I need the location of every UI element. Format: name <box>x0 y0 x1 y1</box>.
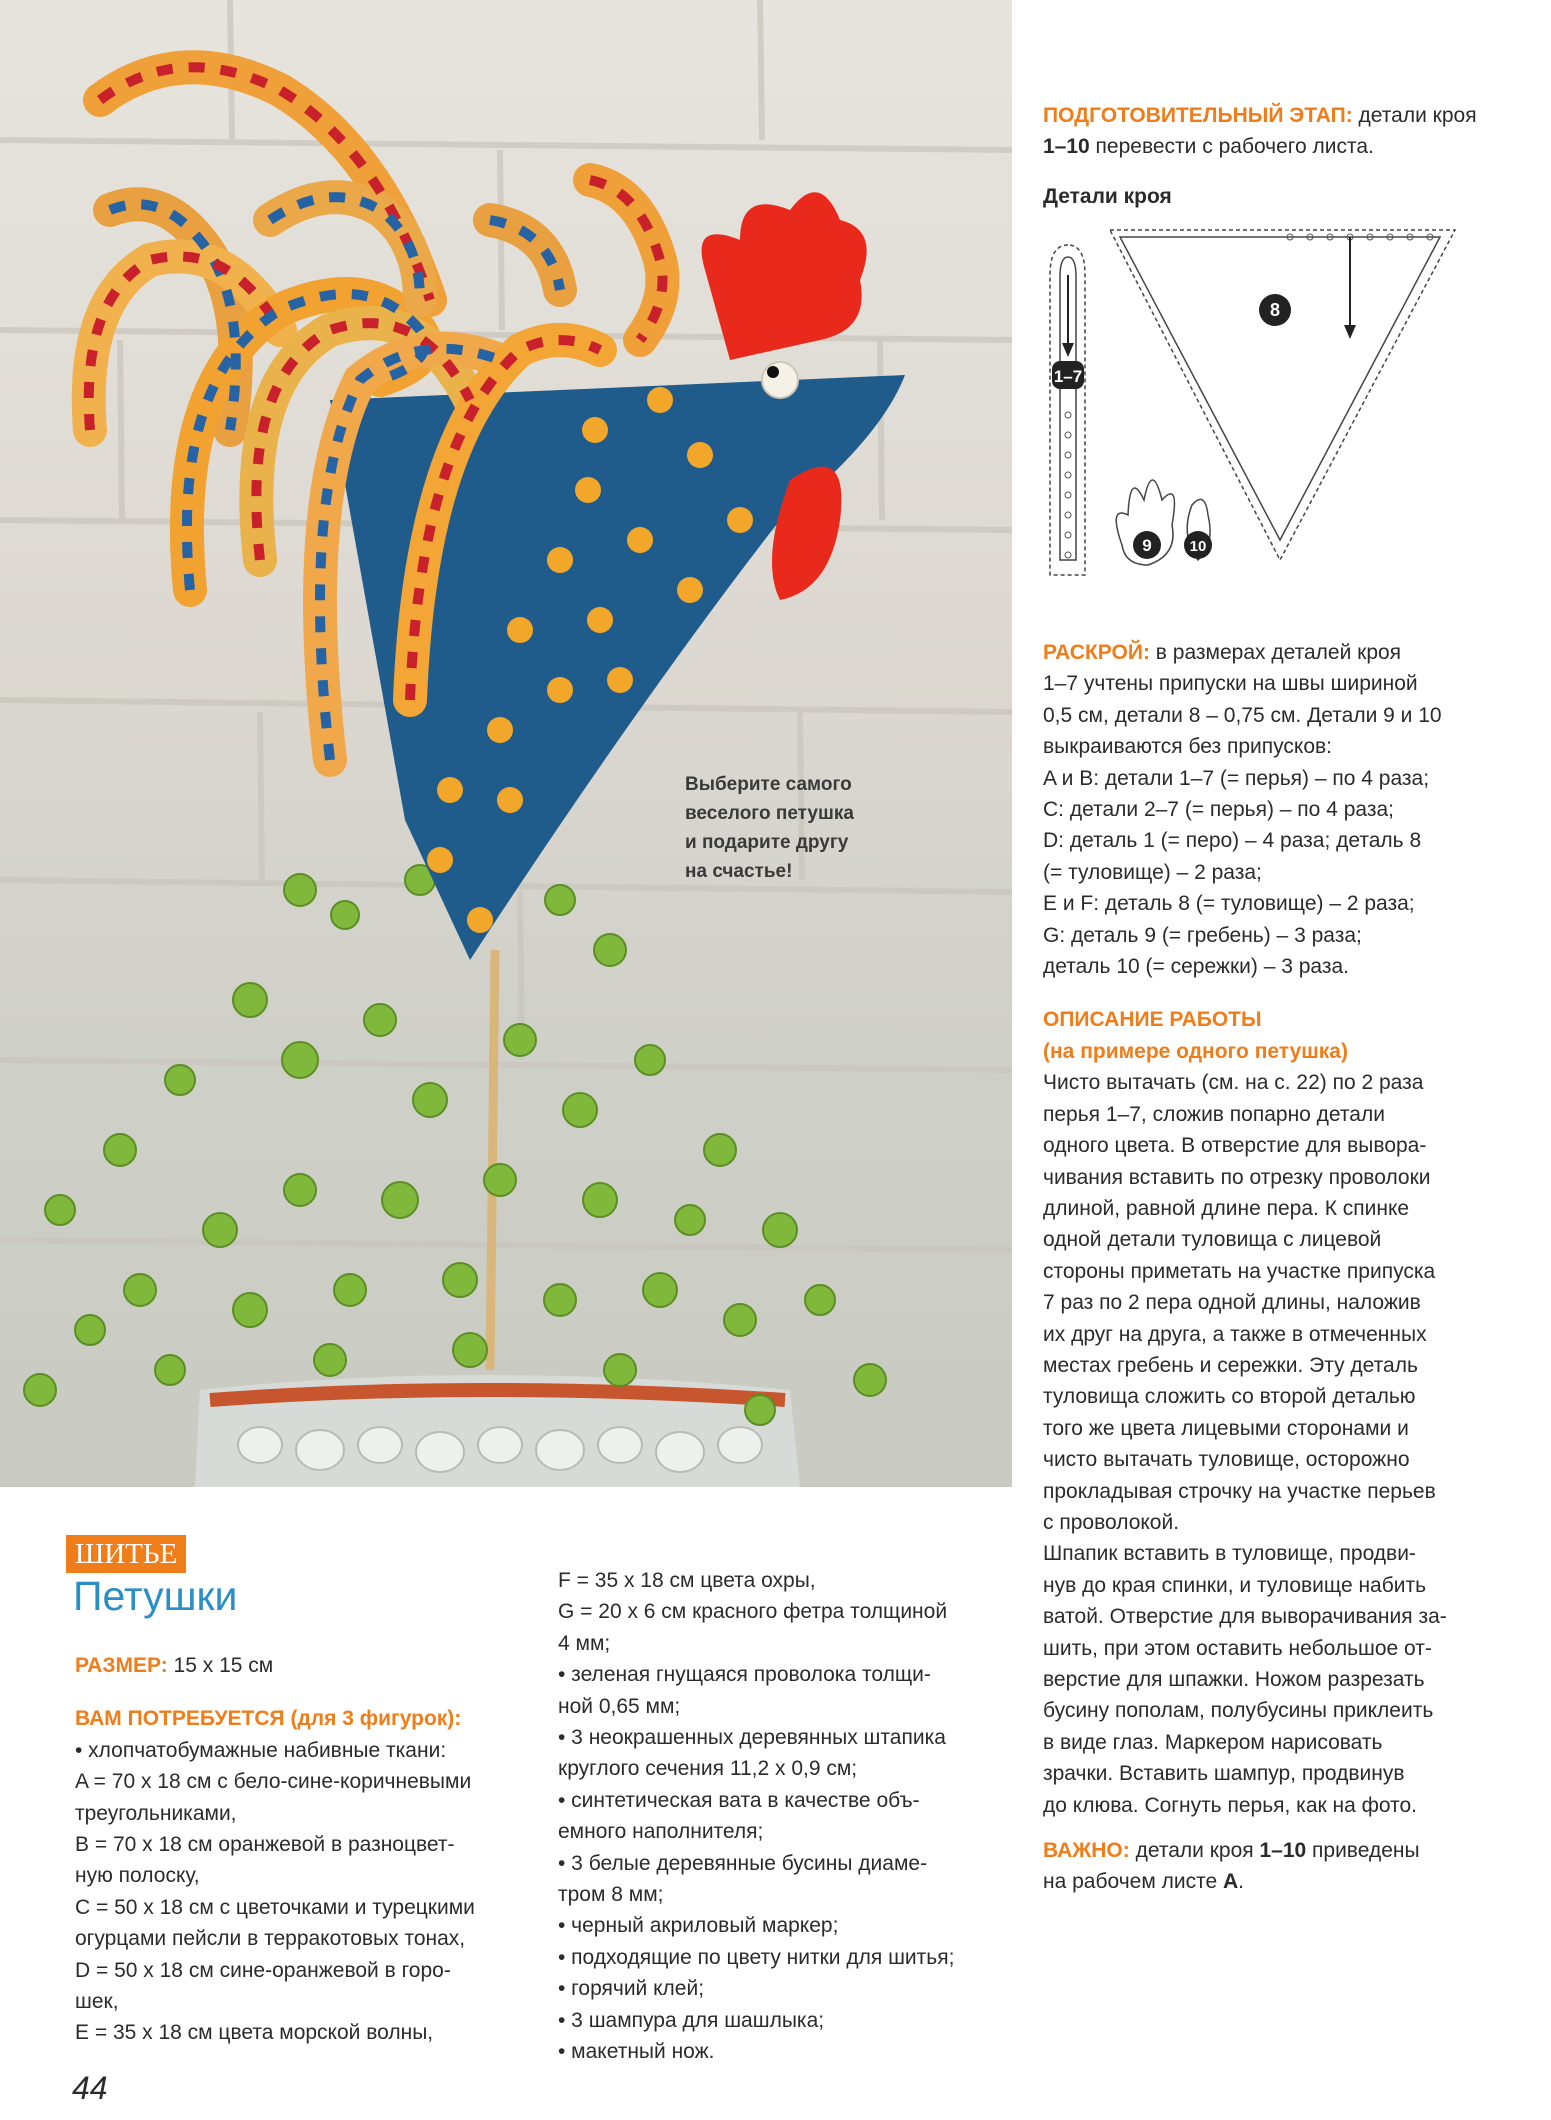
materials-line: огурцами пейсли в терракотовых тонах, <box>75 1927 466 1951</box>
materials-line: • подходящие по цвету нитки для шитья; <box>558 1945 955 1969</box>
important-text-3: на рабочем листе <box>1043 1870 1223 1894</box>
important-label: ВАЖНО: <box>1043 1839 1130 1863</box>
right-column <box>1043 100 1513 163</box>
materials-line: • 3 неокрашенных деревянных штапика <box>558 1726 946 1750</box>
work-line: их друг на друга, а также в отмеченных <box>1043 1322 1427 1346</box>
caption-line: веселого петушка <box>685 803 854 824</box>
materials-line: C = 50 x 18 см с цветочками и турецкими <box>75 1895 475 1919</box>
materials-line: ной 0,65 мм; <box>558 1694 681 1718</box>
photo-caption <box>685 770 925 886</box>
important-text: детали кроя <box>1129 1839 1260 1863</box>
cutting-line: 0,5 см, детали 8 – 0,75 см. Детали 9 и 10 <box>1043 703 1442 727</box>
rooster-photo <box>0 0 1012 1487</box>
materials-line: 4 мм; <box>558 1631 611 1655</box>
materials-line: емного наполнителя; <box>558 1820 764 1844</box>
materials-line: • зеленая гнущаяся проволока толщи- <box>558 1663 931 1687</box>
materials-left-column <box>75 1650 535 2049</box>
important-bold: 1–10 <box>1259 1839 1307 1863</box>
prep-paragraph <box>1043 100 1513 163</box>
page-number: 44 <box>72 2070 108 2106</box>
materials-line: F = 35 x 18 см цвета охры, <box>558 1569 816 1592</box>
cutting-line: E и F: деталь 8 (= туловище) – 2 раза; <box>1043 892 1415 916</box>
work-line: Шпапик вставить в туловище, продви- <box>1043 1542 1416 1566</box>
cutting-line: C: детали 2–7 (= перья) – по 4 раза; <box>1043 798 1394 822</box>
work-line: того же цвета лицевыми сторонами и <box>1043 1416 1409 1440</box>
materials-line: D = 50 x 18 см сине-оранжевой в горо- <box>75 1958 451 1982</box>
page-title: Петушки <box>73 1573 238 1619</box>
materials-line: тром 8 мм; <box>558 1883 664 1907</box>
materials-label: ВАМ ПОТРЕБУЕТСЯ (для 3 фигурок): <box>75 1707 462 1731</box>
work-section <box>1043 1004 1513 1821</box>
work-line: бусину пополам, полубусины приклеить <box>1043 1699 1434 1723</box>
materials-line: ную полоску, <box>75 1864 200 1888</box>
work-line: туловища сложить со второй деталью <box>1043 1385 1416 1409</box>
size-label: РАЗМЕР: <box>75 1654 168 1677</box>
right-column-lower <box>1043 637 1513 1898</box>
materials-line: • горячий клей; <box>558 1977 705 2001</box>
work-line: перья 1–7, сложив попарно детали <box>1043 1102 1385 1126</box>
materials-line: E = 35 x 18 см цвета морской волны, <box>75 2021 434 2045</box>
materials-line: A = 70 x 18 см с бело-сине-коричневыми <box>75 1770 472 1794</box>
diagram-title: Детали кроя <box>1043 185 1172 208</box>
prep-bold: 1–10 <box>1043 135 1090 159</box>
materials-line: • макетный нож. <box>558 2040 715 2064</box>
work-line: чивания вставить по отрезку проволоки <box>1043 1165 1431 1189</box>
work-line: ватой. Отверстие для выворачивания за- <box>1043 1605 1447 1629</box>
label-1-7: 1–7 <box>1053 367 1083 386</box>
work-line: местах гребень и сережки. Эту деталь <box>1043 1353 1418 1377</box>
arrow-head <box>1344 325 1356 339</box>
work-line: 7 раз по 2 пера одной длины, наложив <box>1043 1291 1421 1315</box>
size-value: 15 x 15 см <box>167 1654 274 1677</box>
work-line: в виде глаз. Маркером нарисовать <box>1043 1730 1383 1754</box>
cutting-section <box>1043 637 1513 982</box>
caption-line: на счастье! <box>685 861 793 882</box>
materials-line: B = 70 x 18 см оранжевой в разноцвет- <box>75 1833 455 1857</box>
cutting-line: деталь 10 (= сережки) – 3 раза. <box>1043 955 1349 979</box>
materials-line: треугольниками, <box>75 1801 237 1825</box>
materials-line: шек, <box>75 1990 119 2014</box>
label-10: 10 <box>1189 538 1207 555</box>
body-outer-outline <box>1110 230 1455 560</box>
section-tag: ШИТЬЕ <box>66 1535 186 1573</box>
wire-marks <box>1065 412 1071 558</box>
cutting-label: РАСКРОЙ: <box>1043 641 1150 664</box>
important-section <box>1043 1835 1513 1898</box>
materials-line: • синтетическая вата в качестве объ- <box>558 1788 920 1812</box>
work-line: с проволокой. <box>1043 1510 1180 1534</box>
label-9: 9 <box>1142 536 1152 555</box>
rooster-illustration <box>0 0 1012 1487</box>
work-line: нув до края спинки, и туловище набить <box>1043 1573 1427 1597</box>
cutting-line: в размерах деталей кроя <box>1149 641 1402 664</box>
work-line: одной детали туловища с лицевой <box>1043 1228 1382 1252</box>
prep-text: детали кроя <box>1352 104 1477 127</box>
work-line: чисто вытачать туловище, осторожно <box>1043 1448 1410 1472</box>
materials-mid-column <box>558 1565 1008 2068</box>
work-line: длиной, равной длине пера. К спинке <box>1043 1196 1410 1220</box>
important-bold-2: A <box>1223 1870 1239 1894</box>
caption-line: Выберите самого <box>685 774 852 795</box>
cutting-line: 1–7 учтены припуски на швы шириной <box>1043 672 1418 696</box>
cutting-line: выкраиваются без припусков: <box>1043 735 1332 759</box>
cutting-line: G: деталь 9 (= гребень) – 3 раза; <box>1043 923 1362 947</box>
work-label: ОПИСАНИЕ РАБОТЫ <box>1043 1008 1262 1032</box>
work-line: верстие для шпажки. Ножом разрезать <box>1043 1668 1425 1691</box>
materials-line: • 3 белые деревянные бусины диаме- <box>558 1851 928 1875</box>
cutting-line: A и B: детали 1–7 (= перья) – по 4 раза; <box>1043 766 1430 790</box>
materials-line: • хлопчатобумажные набивные ткани: <box>75 1738 447 1762</box>
important-text-4: . <box>1238 1870 1245 1894</box>
cutting-line: (= туловище) – 2 раза; <box>1043 860 1262 884</box>
arrow-head <box>1062 343 1074 357</box>
caption-line: и подарите другу <box>685 832 849 853</box>
work-sublabel: (на примере одного петушка) <box>1043 1039 1348 1063</box>
prep-label: ПОДГОТОВИТЕЛЬНЫЙ ЭТАП: <box>1043 104 1353 127</box>
work-line: прокладывая строчку на участке перьев <box>1043 1479 1436 1503</box>
materials-line: круглого сечения 11,2 x 0,9 см; <box>558 1757 858 1781</box>
cutting-line: D: деталь 1 (= перо) – 4 раза; деталь 8 <box>1043 829 1422 853</box>
label-8: 8 <box>1269 300 1281 320</box>
work-line: стороны приметать на участке припуска <box>1043 1259 1436 1283</box>
work-line: зрачки. Вставить шампур, продвинув <box>1043 1762 1405 1786</box>
materials-line: • 3 шампура для шашлыка; <box>558 2008 825 2032</box>
prep-text-2: перевести с рабочего листа. <box>1089 135 1374 159</box>
work-line: до клюва. Согнуть перья, как на фото. <box>1043 1793 1418 1817</box>
work-line: Чисто вытачать (см. на с. 22) по 2 раза <box>1043 1071 1424 1095</box>
work-line: шить, при этом оставить небольшое от- <box>1043 1636 1432 1660</box>
materials-line: G = 20 x 6 см красного фетра толщиной <box>558 1600 948 1624</box>
pattern-diagram <box>1040 215 1460 585</box>
work-line: одного цвета. В отверстие для вывора- <box>1043 1134 1427 1158</box>
materials-line: • черный акриловый маркер; <box>558 1914 839 1938</box>
important-text-2: приведены <box>1306 1839 1420 1863</box>
